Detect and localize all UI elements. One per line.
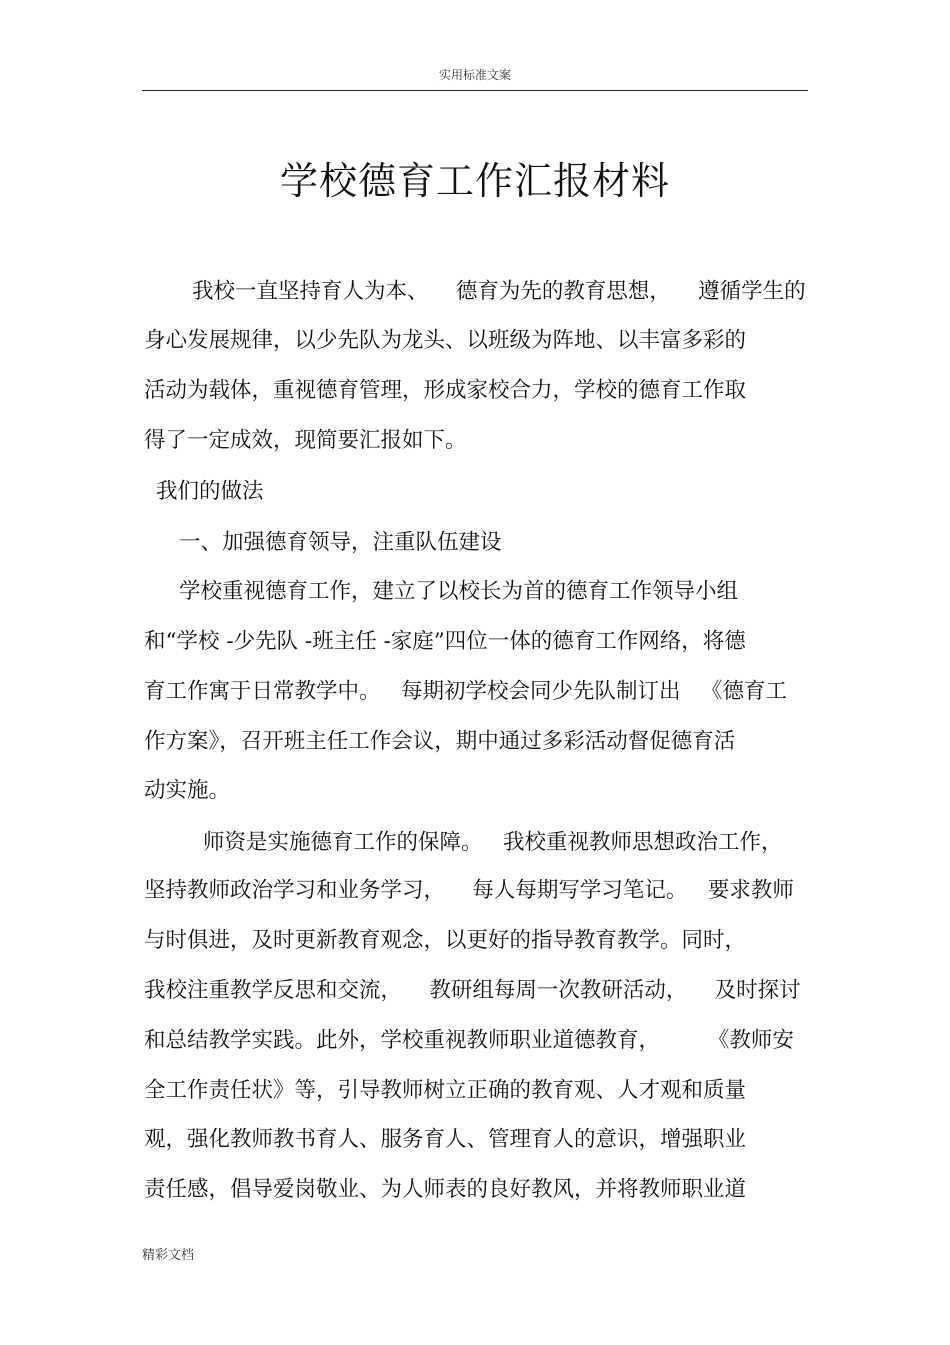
body-line: 作方案》，召开班主任工作会议，期中通过多彩活动督促德育活 [144,729,736,754]
document-title: 学校德育工作汇报材料 [279,159,670,203]
section-heading: 我们的做法 [156,479,264,504]
body-line: 我校注重教学反思和交流， 教研组每周一次教研活动， 及时探讨 [144,978,801,1003]
body-line: 和“学校 -少先队 -班主任 -家庭”四位一体的德育工作网络，将德 [144,629,746,654]
body-line: 我校一直坚持育人为本、 德育为先的教育思想， 遵循学生的 [192,279,806,304]
body-line: 动实施。 [144,778,231,803]
header-divider [142,90,808,91]
body-line: 坚持教师政治学习和业务学习， 每人每期写学习笔记。 要求教师 [144,878,794,903]
body-line: 活动为载体，重视德育管理，形成家校合力，学校的德育工作取 [144,378,747,403]
body-line: 责任感，倡导爱岗敬业、为人师表的良好教风，并将教师职业道 [144,1177,747,1202]
body-line: 全工作责任状》等，引导教师树立正确的教育观、人才观和质量 [144,1078,747,1103]
body-line: 育工作寓于日常教学中。 每期初学校会同少先队制订出 《德育工 [144,679,788,704]
body-line: 与时俱进，及时更新教育观念，以更好的指导教育教学。同时， [144,928,747,953]
body-line: 观，强化教师教书育人、服务育人、管理育人的意识，增强职业 [144,1127,747,1152]
page-header: 实用标准文案 [438,68,511,82]
body-line: 师资是实施德育工作的保障。 我校重视教师思想政治工作， [203,830,783,855]
body-line: 学校重视德育工作，建立了以校长为首的德育工作领导小组 [179,579,739,604]
body-line: 身心发展规律，以少先队为龙头、以班级为阵地、以丰富多彩的 [144,328,747,353]
subsection-heading: 一、加强德育领导，注重队伍建设 [179,530,502,555]
body-line: 得了一定成效，现简要汇报如下。 [144,428,467,453]
page-footer: 精彩文档 [142,1248,195,1263]
body-line: 和总结教学实践。此外，学校重视教师职业道德教育， 《教师安 [144,1028,794,1053]
